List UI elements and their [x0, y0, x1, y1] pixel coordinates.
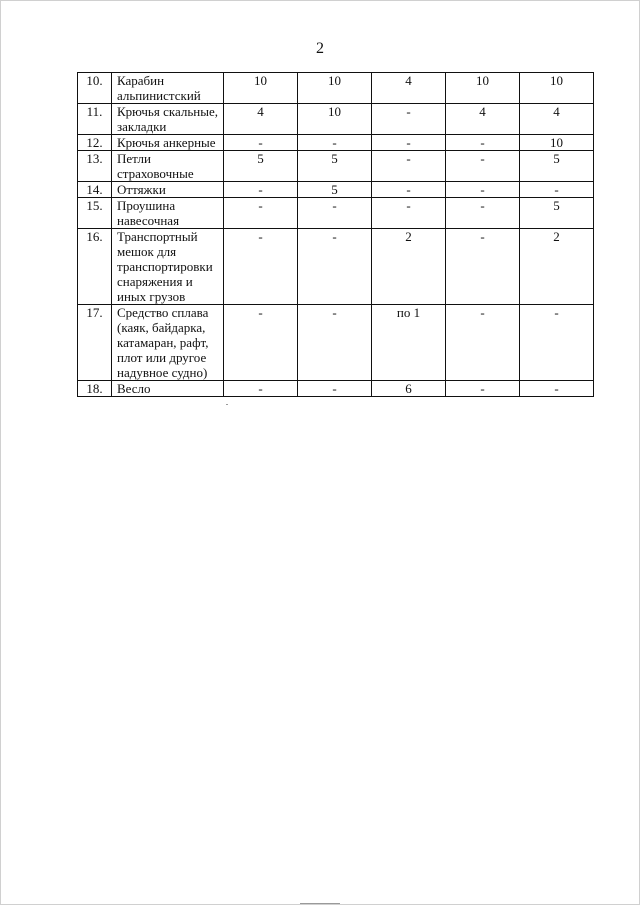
page-number: 2 — [316, 40, 324, 57]
row-number: 17. — [78, 305, 112, 381]
item-name: Оттяжки — [112, 182, 224, 198]
value-cell: - — [446, 229, 520, 305]
value-cell: - — [446, 135, 520, 151]
table-row — [78, 104, 594, 135]
value-cell: - — [224, 305, 298, 381]
row-number: 13. — [78, 151, 112, 182]
row-number: 15. — [78, 198, 112, 229]
value-cell: 4 — [224, 104, 298, 135]
row-number: 12. — [78, 135, 112, 151]
table-row — [78, 135, 594, 151]
row-number: 11. — [78, 104, 112, 135]
value-cell: - — [372, 135, 446, 151]
value-cell: 5 — [520, 198, 594, 229]
value-cell: - — [520, 381, 594, 397]
value-cell: - — [298, 198, 372, 229]
value-cell: - — [372, 182, 446, 198]
item-name: Петли страховочные — [112, 151, 224, 182]
value-cell: - — [520, 182, 594, 198]
scan-speck — [300, 903, 340, 904]
row-number: 16. — [78, 229, 112, 305]
table-row — [78, 151, 594, 182]
value-cell: 5 — [298, 151, 372, 182]
item-name: Карабин альпинистский — [112, 73, 224, 104]
value-cell: 4 — [446, 104, 520, 135]
value-cell: по 1 — [372, 305, 446, 381]
value-cell: 5 — [520, 151, 594, 182]
value-cell: - — [446, 151, 520, 182]
table-row — [78, 381, 594, 397]
value-cell: - — [224, 135, 298, 151]
value-cell: 5 — [224, 151, 298, 182]
value-cell: 5 — [298, 182, 372, 198]
scan-speck — [226, 404, 228, 405]
item-name: Средство сплава (каяк, байдарка, катамаран, рафт, плот или другое надувное судно) — [112, 305, 224, 381]
value-cell: - — [298, 381, 372, 397]
item-name: Проушина навесочная — [112, 198, 224, 229]
value-cell: - — [298, 135, 372, 151]
value-cell: - — [446, 182, 520, 198]
value-cell: - — [298, 305, 372, 381]
value-cell: - — [372, 151, 446, 182]
table-row — [78, 73, 594, 104]
value-cell: 2 — [372, 229, 446, 305]
value-cell: - — [298, 229, 372, 305]
item-name: Весло — [112, 381, 224, 397]
item-name: Крючья анкерные — [112, 135, 224, 151]
value-cell: - — [446, 381, 520, 397]
row-number: 10. — [78, 73, 112, 104]
table-row — [78, 305, 594, 381]
value-cell: 10 — [298, 104, 372, 135]
value-cell: - — [372, 198, 446, 229]
value-cell: 10 — [298, 73, 372, 104]
table-row — [78, 229, 594, 305]
table-row — [78, 182, 594, 198]
value-cell: 10 — [446, 73, 520, 104]
item-name: Крючья скальные, закладки — [112, 104, 224, 135]
equipment-table — [77, 72, 594, 397]
value-cell: 10 — [520, 73, 594, 104]
value-cell: 2 — [520, 229, 594, 305]
value-cell: - — [224, 182, 298, 198]
table-row — [78, 198, 594, 229]
value-cell: - — [224, 198, 298, 229]
value-cell: - — [446, 305, 520, 381]
row-number: 18. — [78, 381, 112, 397]
value-cell: - — [224, 381, 298, 397]
value-cell: 10 — [520, 135, 594, 151]
row-number: 14. — [78, 182, 112, 198]
value-cell: - — [446, 198, 520, 229]
value-cell: - — [224, 229, 298, 305]
value-cell: - — [372, 104, 446, 135]
value-cell: - — [520, 305, 594, 381]
item-name: Транспортный мешок для транспортировки снаряжения и иных грузов — [112, 229, 224, 305]
value-cell: 4 — [520, 104, 594, 135]
value-cell: 6 — [372, 381, 446, 397]
value-cell: 10 — [224, 73, 298, 104]
value-cell: 4 — [372, 73, 446, 104]
